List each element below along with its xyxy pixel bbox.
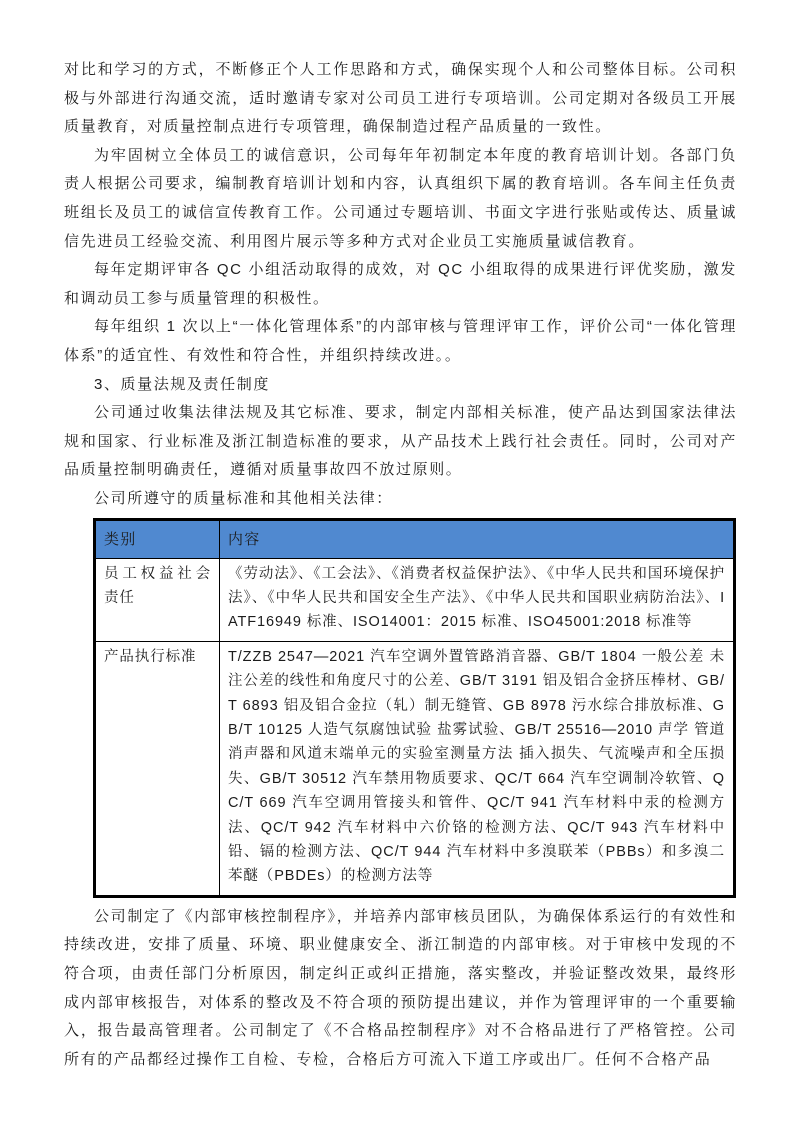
table-row (95, 558, 735, 641)
quality-standards-table (93, 518, 736, 898)
paragraph: 每年组织 1 次以上“一体化管理体系”的内部审核与管理评审工作，评价公司“一体化管理体系”的适宜性、有效性和符合性，并组织持续改进。。 (64, 318, 737, 364)
table-cell-category: 员工权益社会责任 (95, 558, 220, 641)
paragraph: 对比和学习的方式，不断修正个人工作思路和方式，确保实现个人和公司整体目标。公司积极与外部进行沟通交流，适时邀请专家对公司员工进行专项培训。公司定期对各级员工开展质量教育，对质量控制点进行专项管理，确保制造过程产品质量的一致性。 (64, 61, 737, 136)
paragraph: 3、质量法规及责任制度 (94, 375, 270, 393)
table-cell-content: 《劳动法》、《工会法》、《消费者权益保护法》、《中华人民共和国环境保护法》、《中华人民共和国安全生产法》、《中华人民共和国职业病防治法》、IATF16949 标准、ISO14001：2015 标准、ISO45001:2018 标准等 (220, 558, 735, 641)
table-row (95, 641, 735, 896)
table-header-row (95, 519, 735, 558)
paragraph: 公司通过收集法律法规及其它标准、要求，制定内部相关标准，使产品达到国家法律法规和国家、行业标准及浙江制造标准的要求，从产品技术上践行社会责任。同时，公司对产品质量控制明确责任，遵循对质量事故四不放过原则。 (64, 404, 737, 479)
paragraphs-before-table (64, 56, 737, 514)
table-header-category: 类别 (95, 519, 220, 558)
paragraph: 每年定期评审各 QC 小组活动取得的成效，对 QC 小组取得的成果进行评优奖励，激发和调动员工参与质量管理的积极性。 (64, 261, 737, 307)
paragraph: 为牢固树立全体员工的诚信意识，公司每年年初制定本年度的教育培训计划。各部门负责人根据公司要求，编制教育培训计划和内容，认真组织下属的教育培训。各车间主任负责班组长及员工的诚信宣传教育工作。公司通过专题培训、书面文字进行张贴或传达、质量诚信先进员工经验交流、利用图片展示等多种方式对企业员工实施质量诚信教育。 (64, 146, 737, 250)
paragraph: 公司制定了《内部审核控制程序》，并培养内部审核员团队，为确保体系运行的有效性和持续改进，安排了质量、环境、职业健康安全、浙江制造的内部审核。对于审核中发现的不符合项，由责任部门分析原因，制定纠正或纠正措施，落实整改，并验证整改效果，最终形成内部审核报告，对体系的整改及不符合项的预防提出建议，并作为管理评审的一个重要输入，报告最高管理者。公司制定了《不合格品控制程序》对不合格品进行了严格管控。公司所有的产品都经过操作工自检、专检，合格后方可流入下道工序或出厂。任何不合格产品 (64, 907, 737, 1068)
table-header-content: 内容 (220, 519, 735, 558)
table-cell-category: 产品执行标准 (95, 641, 220, 896)
table-cell-content: T/ZZB 2547—2021 汽车空调外置管路消音器、GB/T 1804 一般公差 未注公差的线性和角度尺寸的公差、GB/T 3191 铝及铝合金挤压棒材、GB/T 6893 铝及铝合金拉（轧）制无缝管、GB 8978 污水综合排放标准、GB/T 10125 人造气氛腐蚀试验 盐雾试验、GB/T 25516—2010 声学 管道消声器和风道末端单元的实验室测量方法 插入损失、气流噪声和全压损失、GB/T 30512 汽车禁用物质要求、QC/T 664 汽车空调制冷软管、QC/T 669 汽车空调用管接头和管件、QC/T 941 汽车材料中汞的检测方法、QC/T 942 汽车材料中六价铬的检测方法、QC/T 943 汽车材料中铅、镉的检测方法、QC/T 944 汽车材料中多溴联苯（PBBs）和多溴二苯醚（PBDEs）的检测方法等 (220, 641, 735, 896)
paragraph: 公司所遵守的质量标准和其他相关法律： (94, 489, 393, 507)
paragraphs-after-table (64, 903, 737, 1075)
